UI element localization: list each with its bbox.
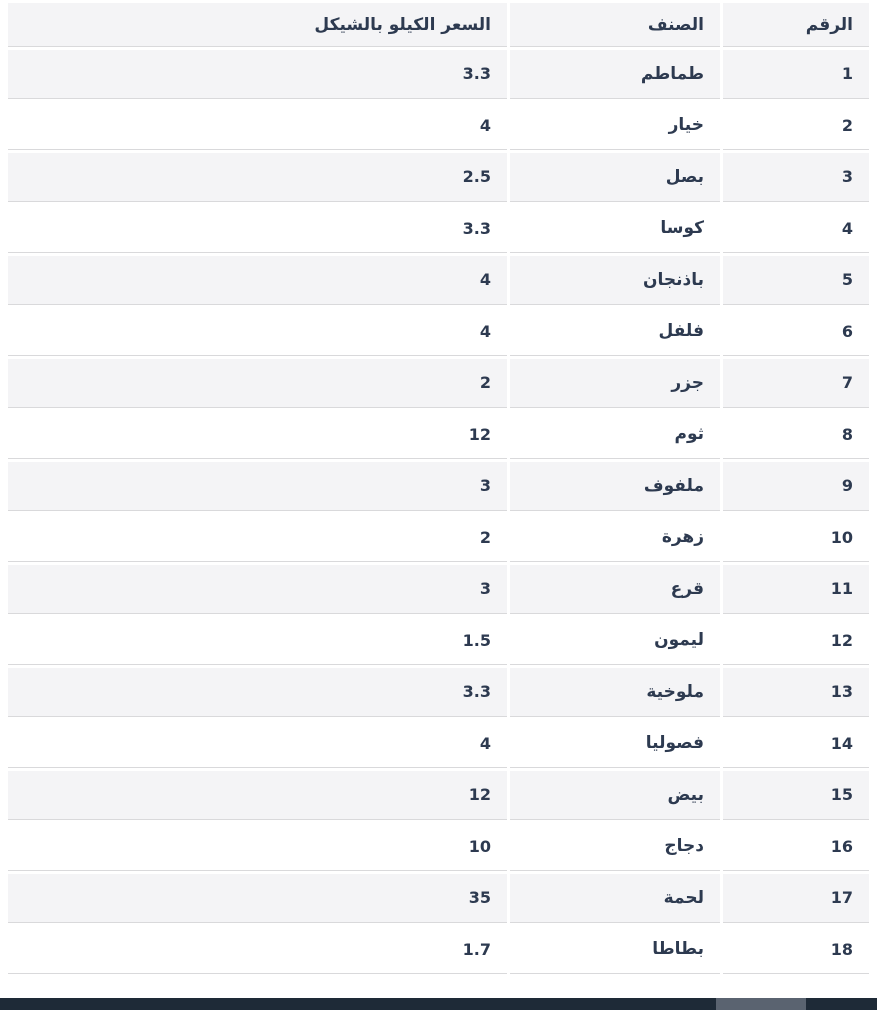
table-row bbox=[8, 102, 869, 151]
row-number-cell: 16 bbox=[723, 823, 869, 872]
item-name-cell: فصوليا bbox=[510, 720, 720, 769]
price-value-cell: 12 bbox=[8, 771, 507, 820]
row-number-cell: 8 bbox=[723, 411, 869, 460]
table-row bbox=[8, 823, 869, 872]
row-number-cell: 7 bbox=[723, 359, 869, 408]
price-value-cell: 2.5 bbox=[8, 153, 507, 202]
table-row bbox=[8, 926, 869, 975]
table-row bbox=[8, 617, 869, 666]
price-value-cell: 3 bbox=[8, 462, 507, 511]
table-row bbox=[8, 720, 869, 769]
price-value-cell: 3.3 bbox=[8, 50, 507, 99]
row-number-cell: 18 bbox=[723, 926, 869, 975]
table-row bbox=[8, 153, 869, 202]
item-name-cell: طماطم bbox=[510, 50, 720, 99]
row-number-cell: 13 bbox=[723, 668, 869, 717]
price-value-cell: 4 bbox=[8, 720, 507, 769]
item-name-cell: ثوم bbox=[510, 411, 720, 460]
row-number-cell: 12 bbox=[723, 617, 869, 666]
row-number-cell: 4 bbox=[723, 205, 869, 254]
horizontal-scrollbar-track[interactable] bbox=[0, 998, 877, 1010]
price-value-cell: 1.5 bbox=[8, 617, 507, 666]
item-name-cell: قرع bbox=[510, 565, 720, 614]
row-number-cell: 14 bbox=[723, 720, 869, 769]
row-number-cell: 11 bbox=[723, 565, 869, 614]
table-row bbox=[8, 359, 869, 408]
row-number-cell: 1 bbox=[723, 50, 869, 99]
item-name-cell: بطاطا bbox=[510, 926, 720, 975]
row-number-cell: 9 bbox=[723, 462, 869, 511]
row-number-cell: 5 bbox=[723, 256, 869, 305]
price-value-cell: 3.3 bbox=[8, 205, 507, 254]
row-number-cell: 3 bbox=[723, 153, 869, 202]
price-value-cell: 12 bbox=[8, 411, 507, 460]
item-name-cell: خيار bbox=[510, 102, 720, 151]
column-header-item: الصنف bbox=[510, 3, 720, 47]
table-row bbox=[8, 205, 869, 254]
row-number-cell: 17 bbox=[723, 874, 869, 923]
table-row bbox=[8, 668, 869, 717]
row-number-cell: 6 bbox=[723, 308, 869, 357]
table-row bbox=[8, 256, 869, 305]
table-row bbox=[8, 514, 869, 563]
price-table bbox=[5, 0, 872, 977]
price-value-cell: 3.3 bbox=[8, 668, 507, 717]
price-value-cell: 1.7 bbox=[8, 926, 507, 975]
item-name-cell: بصل bbox=[510, 153, 720, 202]
column-header-number: الرقم bbox=[723, 3, 869, 47]
price-value-cell: 4 bbox=[8, 308, 507, 357]
price-value-cell: 35 bbox=[8, 874, 507, 923]
table-header-row bbox=[8, 3, 869, 47]
item-name-cell: زهرة bbox=[510, 514, 720, 563]
item-name-cell: باذنجان bbox=[510, 256, 720, 305]
table-row bbox=[8, 411, 869, 460]
item-name-cell: كوسا bbox=[510, 205, 720, 254]
price-value-cell: 2 bbox=[8, 514, 507, 563]
table-row bbox=[8, 771, 869, 820]
item-name-cell: جزر bbox=[510, 359, 720, 408]
row-number-cell: 2 bbox=[723, 102, 869, 151]
table-row bbox=[8, 462, 869, 511]
table-row bbox=[8, 874, 869, 923]
table-row bbox=[8, 50, 869, 99]
column-header-price: السعر الكيلو بالشيكل bbox=[8, 3, 507, 47]
row-number-cell: 15 bbox=[723, 771, 869, 820]
price-value-cell: 3 bbox=[8, 565, 507, 614]
item-name-cell: لحمة bbox=[510, 874, 720, 923]
price-value-cell: 10 bbox=[8, 823, 507, 872]
item-name-cell: بيض bbox=[510, 771, 720, 820]
table-row bbox=[8, 565, 869, 614]
item-name-cell: ملفوف bbox=[510, 462, 720, 511]
item-name-cell: ملوخية bbox=[510, 668, 720, 717]
item-name-cell: فلفل bbox=[510, 308, 720, 357]
horizontal-scrollbar-thumb[interactable] bbox=[716, 998, 806, 1010]
row-number-cell: 10 bbox=[723, 514, 869, 563]
item-name-cell: ليمون bbox=[510, 617, 720, 666]
price-value-cell: 4 bbox=[8, 256, 507, 305]
item-name-cell: دجاج bbox=[510, 823, 720, 872]
table-row bbox=[8, 308, 869, 357]
price-value-cell: 2 bbox=[8, 359, 507, 408]
price-value-cell: 4 bbox=[8, 102, 507, 151]
